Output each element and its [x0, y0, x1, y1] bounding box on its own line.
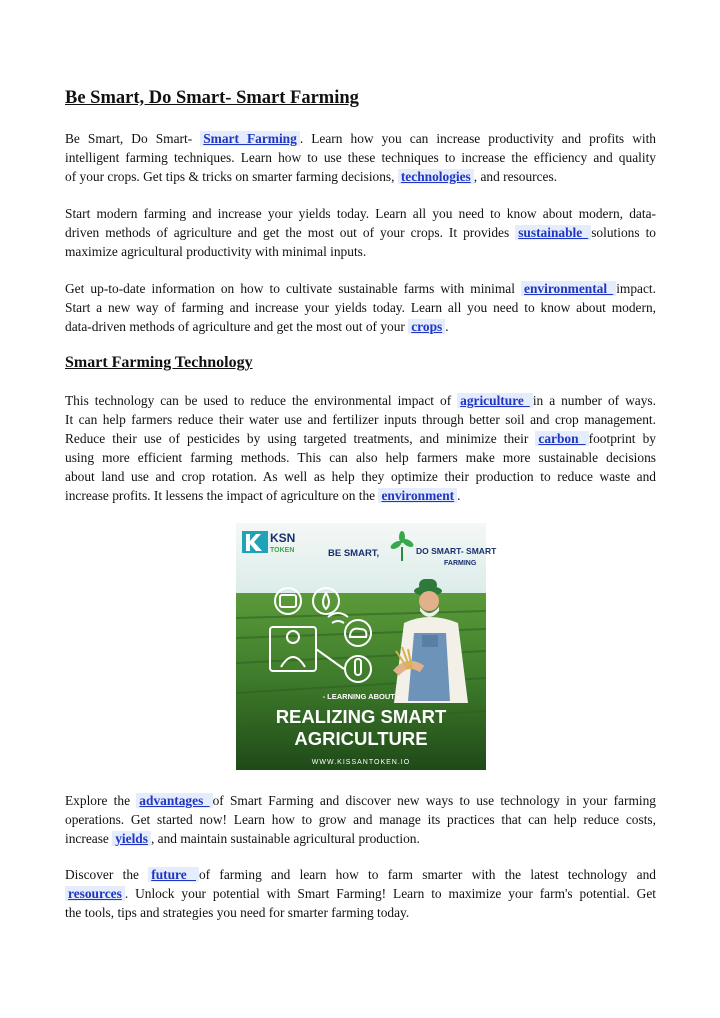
smart-agriculture-banner-image	[236, 523, 497, 770]
banner-kicker: - LEARNING ABOUT -	[322, 692, 400, 701]
text: Be Smart, Do Smart-	[65, 131, 201, 146]
text: This technology can be used to reduce the environmental impact of	[65, 393, 458, 408]
text: data-driven methods of agriculture and get the most out of your	[65, 319, 409, 334]
link-sustainable[interactable]: sustainable	[515, 225, 591, 240]
paragraph-technology	[65, 391, 656, 505]
text-line: maximize agricultural productivity with minimal inputs.	[65, 244, 367, 259]
text-line	[65, 791, 656, 810]
text: in a number of ways.	[532, 393, 656, 408]
text: solutions to	[591, 225, 656, 240]
text-line: It can help farmers reduce their water use and fertilizer inputs through better soil and crop management.	[65, 412, 656, 427]
link-agriculture[interactable]: agriculture	[457, 393, 533, 408]
link-future[interactable]: future	[148, 867, 199, 882]
text-line: Start a new way of farming and increase your yields today. Learn all you need to know about modern,	[65, 300, 656, 315]
text-line: intelligent farming techniques. Learn how to use these techniques to increase the efficiency and quality	[65, 150, 656, 165]
logo-text: KSN	[270, 531, 296, 545]
link-environmental[interactable]: environmental	[521, 281, 616, 296]
banner-big-line-1: REALIZING SMART	[275, 706, 447, 727]
link-carbon[interactable]: carbon	[535, 431, 588, 446]
text: footprint by	[588, 431, 656, 446]
text: , and resources.	[473, 169, 558, 184]
banner-headline-right: DO SMART- SMART	[416, 546, 497, 556]
text-line	[65, 129, 656, 148]
link-resources[interactable]: resources	[65, 886, 125, 901]
banner-headline-right2: FARMING	[444, 560, 477, 567]
text: Discover the	[65, 867, 149, 882]
text-line	[65, 829, 656, 848]
text: , and maintain sustainable agricultural production.	[150, 831, 420, 846]
text-line	[65, 223, 656, 242]
banner-big-line-2: AGRICULTURE	[294, 728, 428, 749]
text: . Learn how you can increase productivity and profits with	[299, 131, 656, 146]
text: of Smart Farming and discover new ways to use technology in your farming	[212, 793, 656, 808]
link-yields[interactable]: yields	[112, 831, 151, 846]
text: of farming and learn how to farm smarter with the latest technology and	[198, 867, 656, 882]
text-line	[65, 429, 656, 448]
text: increase profits. It lessens the impact of agriculture on the	[65, 488, 379, 503]
link-technologies[interactable]: technologies	[398, 169, 474, 184]
text-line	[65, 391, 656, 410]
link-environment[interactable]: environment	[378, 488, 457, 503]
paragraph-advantages	[65, 791, 656, 848]
page-title: Be Smart, Do Smart- Smart Farming	[65, 88, 359, 108]
link-crops[interactable]: crops	[408, 319, 445, 334]
text-line: using more efficient farming methods. This can also help farmers make more sustainable decisions	[65, 450, 656, 465]
link-advantages[interactable]: advantages	[136, 793, 212, 808]
text: Reduce their use of pesticides by using targeted treatments, and minimize their	[65, 431, 536, 446]
banner-headline-left: BE SMART,	[328, 548, 380, 559]
link-smart-farming[interactable]: Smart Farming	[200, 131, 300, 146]
text: increase	[65, 831, 113, 846]
text-line	[65, 884, 656, 903]
paragraph-sustainable-farms	[65, 279, 656, 336]
text: Explore the	[65, 793, 137, 808]
text: .	[445, 319, 449, 334]
text: Get up-to-date information on how to cultivate sustainable farms with minimal	[65, 281, 522, 296]
text-line: the tools, tips and strategies you need for smarter farming today.	[65, 905, 410, 920]
text: driven methods of agriculture and get the most out of your crops. It provides	[65, 225, 516, 240]
text: .	[457, 488, 461, 503]
text-line: operations. Get started now! Learn how to grow and manage its practices that can help reduce costs,	[65, 812, 656, 827]
paragraph-modern-farming	[65, 204, 656, 261]
text: . Unlock your potential with Smart Farming! Learn to maximize your farm's potential. Get	[124, 886, 656, 901]
section-heading: Smart Farming Technology	[65, 354, 253, 371]
text-line	[65, 865, 656, 884]
text-line: Start modern farming and increase your yields today. Learn all you need to know about modern, data-	[65, 206, 656, 221]
logo-sub: TOKEN	[270, 547, 295, 554]
text: of your crops. Get tips & tricks on smarter farming decisions,	[65, 169, 398, 184]
text: impact.	[616, 281, 656, 296]
paragraph-future	[65, 865, 656, 922]
paragraph-intro	[65, 129, 656, 186]
banner-url: WWW.KISSANTOKEN.IO	[311, 759, 411, 766]
text-line	[65, 486, 656, 505]
text-line	[65, 167, 656, 186]
text-line: about land use and crop rotation. As well as help they optimize their production to reduce waste and	[65, 469, 656, 484]
text-line	[65, 279, 656, 298]
text-line	[65, 317, 656, 336]
